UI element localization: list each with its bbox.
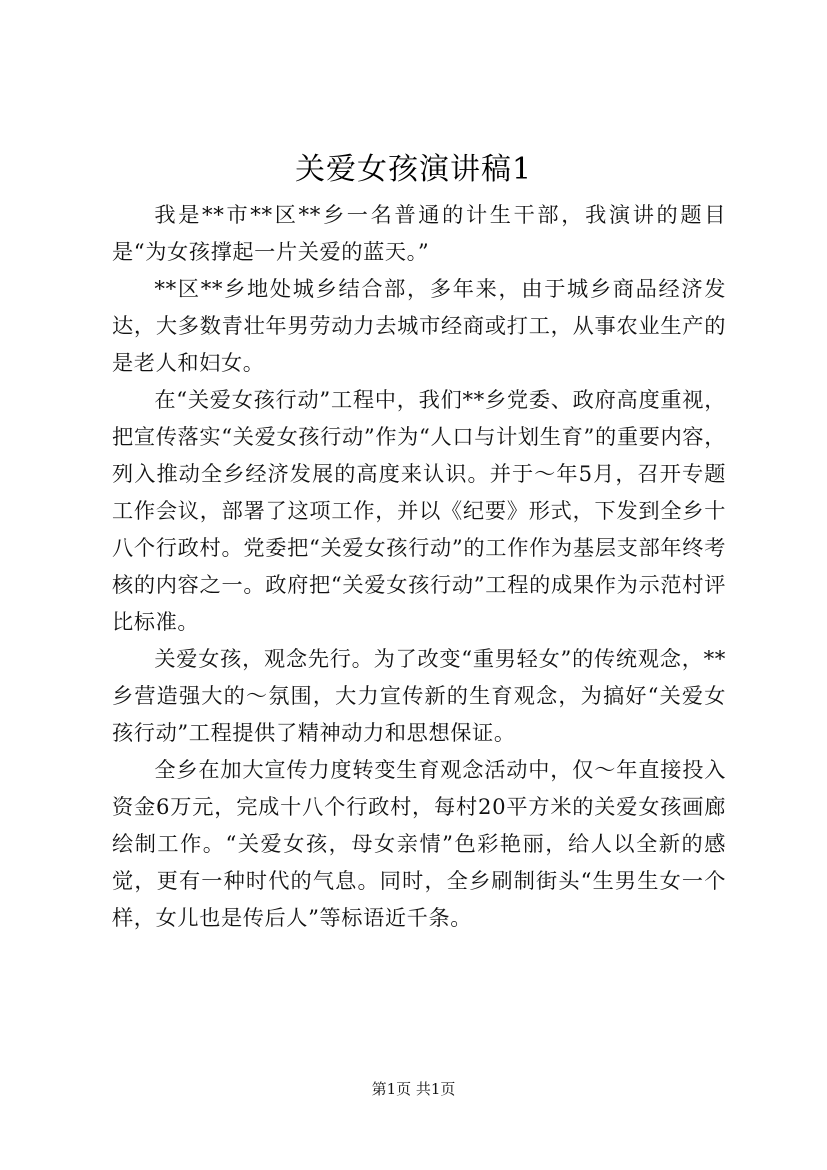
document-body <box>112 196 726 936</box>
document-title: 关爱女孩演讲稿1 <box>294 152 533 187</box>
paragraph-intro: 我是**市**区**乡一名普通的计生干部，我演讲的题目是“为女孩撑起一片关爱的蓝天。” <box>112 202 726 264</box>
paragraph-concept: 关爱女孩，观念先行。为了改变“重男轻女”的传统观念，**乡营造强大的～氛围，大力宣传新的生育观念，为搞好“关爱女孩行动”工程提供了精神动力和思想保证。 <box>112 646 726 745</box>
paragraph-location: **区**乡地处城乡结合部，多年来，由于城乡商品经济发达，大多数青壮年男劳动力去城市经商或打工，从事农业生产的是老人和妇女。 <box>112 276 726 375</box>
page-footer: 第1页 共1页 <box>371 1080 456 1098</box>
paragraph-investment: 全乡在加大宣传力度转变生育观念活动中，仅～年直接投入资金6万元，完成十八个行政村，每村20平方米的关爱女孩画廊绘制工作。“关爱女孩，母女亲情”色彩艳丽，给人以全新的感觉，更有一种时代的气息。同时，全乡刷制街头“生男生女一个样，女儿也是传后人”等标语近千条。 <box>112 757 726 930</box>
paragraph-project: 在“关爱女孩行动”工程中，我们**乡党委、政府高度重视，把宣传落实“关爱女孩行动”作为“人口与计划生育”的重要内容，列入推动全乡经济发展的高度来认识。并于～年5月，召开专题工作会议，部署了这项工作，并以《纪要》形式，下发到全乡十八个行政村。党委把“关爱女孩行动”的工作作为基层支部年终考核的内容之一。政府把“关爱女孩行动”工程的成果作为示范村评比标准。 <box>112 387 726 634</box>
